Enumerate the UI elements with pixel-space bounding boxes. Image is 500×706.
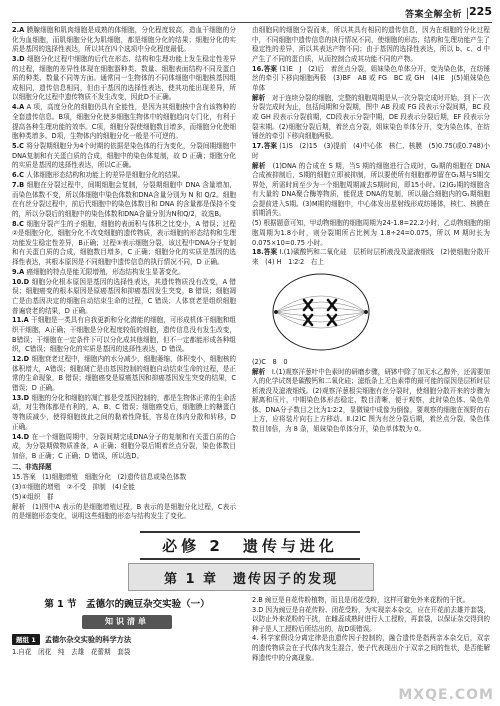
- right-answer-number: 17.答案: [252, 142, 280, 151]
- right-answer-text: (5) 根据题意可知，甲动物细胞的细胞周期为24-1.8=22.2小时，乙动物细胞的细胞周期为1.8小时，则分裂期所占比例为 1.8÷24=0.075，所以 M 期时长为 0.075×10=0.75 小时。: [252, 219, 490, 247]
- bottom-answer-text: 科学家假设分离定律是由遗传因子控制的，融合遗传是指两亲本杂交后，双亲的遗传物质会在子代体内发生混合，使子代表现出介于双亲之间的性状，是否能解释遗传中的分离现象。: [252, 634, 490, 662]
- left-answer-text: 在一个细胞周期中，分裂间期完成DNA分子的复制和有关蛋白质的合成，为分裂期做物质准备，A 正确；细胞分裂后期着丝点分裂，染色体数目加倍，B 正确；C 正确；D 错误，所以选D。: [12, 432, 236, 460]
- right-answer-tail-text: Ⅰ.(1)观察洋葱叶中色素时的研磨步骤，研钵中除了加无水乙醇外，还需要加入的化学试剂是碳酸钙和二氧化硅；滤纸条上无色素带的最可能的原因是层析时层析液没及滤液细线。(2)观察洋葱根尖细胞有丝分裂时，使细胞分散开来的步骤为解离和压片，中期染色体形态稳定、数目清晰，便于观察，此时染色体、染色单体、DNA分子数目之比为1∶2∶2，显微镜中成像为倒像，要观察的细胞在视野的右上方，应将装片向右上方移动。Ⅱ.(2)C 图为有丝分裂后期，着丝点分裂，染色体数目加倍，为 8 条，姐妹染色单体分开，染色单体数为 0。: [252, 367, 490, 434]
- bottom-answer-text: 豌豆是自花传粉植物，而且是闭花受粉，这样可避免外来花粉的干扰。: [264, 596, 470, 604]
- knowledge-list-label: 知识清单: [82, 615, 172, 629]
- bottom-answer-item: [252, 606, 490, 635]
- cell-figure: [252, 270, 490, 356]
- left-answer-number: 10.D: [12, 277, 32, 286]
- bottom-right-answers: [252, 596, 490, 663]
- left-answer-item: [12, 278, 236, 316]
- left-answer-text: 将分裂期细胞分为4个时期的依据是染色体的行为变化，分裂间期细胞中DNA复制和有关蛋白质的合成，细胞中的染色体复制，故 D 正确；细胞分化的实质是基因的选择性表达，所以C正确。: [12, 142, 236, 170]
- answer-15: 15.答案 (1)细胞增殖 细胞分化 (2)遗传信息或染色体数: [12, 473, 187, 482]
- left-answer-item: [12, 433, 236, 462]
- right-answer-tail-label: 解析: [252, 367, 272, 376]
- left-answer-text: 细胞分化根本原因是基因的选择性表达，其遗传物质没有改变，A 错误；细胞癌变的根本原因是原癌基因和抑癌基因发生突变，B 错误；细胞凋亡是由基因决定的细胞自动结束生命的过程，C 错误；人体衰老是组织细胞普遍衰老的结果，D 正确。: [12, 277, 236, 315]
- left-answer-text: A 项，高度分化的细胞仍具有全能性，是因为其细胞核中含有该物种的全套遗传信息。B项，细胞分化使多细胞生物体中的细胞趋向专门化，有利于提高各种生理功能的效率。C项，细胞分裂使细胞数目增多，而细胞分化使细胞种类增多。D项，生物体内的细胞分化一般是不可逆的。: [12, 103, 236, 141]
- left-answer-number: 6.C: [12, 171, 27, 180]
- answer-15-explain: 解析 (1)图中A 表示的是细胞增殖过程，B 表示的是细胞分化过程，C表示的是细胞形态变化，说明这些细胞的形态与结构发生了变化。: [12, 502, 236, 521]
- left-answer-number: 4.A: [12, 103, 27, 112]
- left-answer-item: [12, 103, 236, 141]
- left-answer-item: [12, 355, 236, 393]
- chapter-banner: 第 1 章 遗传因子的发现: [128, 563, 374, 591]
- header-brand: 答案全解全析: [404, 10, 462, 20]
- left-answer-item: [12, 171, 236, 181]
- bottom-answer-item: [252, 634, 490, 663]
- left-answer-number: 3.D: [12, 55, 28, 64]
- right-answer-text: (1)S (2)15 (3)提前 (4)中心体 核仁、核膜 (5)0.75(或0.748)小时: [252, 142, 490, 160]
- right-answer-label: 解析: [252, 93, 272, 102]
- right-answer-item: [252, 219, 490, 248]
- left-answer-number: 9.A: [12, 267, 27, 276]
- right-answer-number: 16.答案: [252, 64, 280, 73]
- left-answer-item: [12, 268, 236, 278]
- answer-list-bottom-right: [252, 596, 490, 663]
- right-answer-item: [252, 248, 490, 267]
- right-answer-number: 18.答案: [252, 248, 280, 257]
- left-answer-text: 人体细胞形态结构和功能上的差异是细胞分化的结果。: [26, 171, 185, 180]
- left-answer-text: 细胞在分裂过程中，间期细胞会复制，分裂期细胞中 DNA 含量增加，而染色体数不变，所以体细胞中染色体数和DNA含量分别为 N 和 Q/2。细胞在有丝分裂过程中，前后代细胞中的染色体数目和 DNA 的含量都是保持不变的，所以分裂后的细胞中的染色体数和DNA含量分别为N和Q/2，故选B。: [12, 180, 236, 218]
- left-answer-item: [12, 55, 236, 103]
- right-answer-item: [252, 65, 490, 94]
- right-answer-text: 由细胞同的细胞分裂而来，所以其具有相同的遗传信息，因为在细胞的分化过程中，不同细胞中遗传信息的执行情况不同，使细胞的形态、结构和生理功能产生了稳定性的差异，所以其表达产物不同；由于基因的选择性表达，所以 b、c、d 中产生了不同的蛋白质，从而控制合成其功能不同的产物。: [252, 26, 490, 63]
- left-answer-item: [12, 26, 236, 55]
- right-answer-item: [252, 162, 490, 220]
- right-column: [252, 26, 490, 526]
- answer-15-c: (5)④组织 群: [12, 492, 54, 501]
- right-answer-item: [252, 94, 490, 142]
- bottom-answer-number: 2.B: [252, 596, 265, 604]
- right-answer-tail-text: (2)C 8 0: [252, 357, 288, 366]
- left-answer-item: [12, 142, 236, 171]
- book-banner: [0, 530, 500, 560]
- book-title: 必修 2 遗传与进化: [140, 531, 360, 560]
- right-answer-text: Ⅰ.(1)碳酸钙和二氧化硅 层析时层析液没及滤液细线 (2)使细胞分散开来 (4) H 1∶2∶2 右上: [252, 248, 490, 267]
- section-block: [12, 596, 242, 658]
- page-number: 225: [469, 5, 492, 18]
- left-answer-item: [12, 181, 236, 219]
- right-answer-text: 对于连续分裂的细胞，完整的细胞周期是从一次分裂完成时开始，到下一次分裂完成时为止，包括间期和分裂期，图中 AB 段或 FG 段表示分裂间期，BC 段或 GH 段表示分裂前期，CD段表示分裂中期，DE 段表示分裂后期，EF 段表示分裂末期。(2)细胞分裂后期，着丝点分裂，姐妹染色单体分开，变为染色体，在纺锤丝的牵引下移向细胞两极。: [252, 93, 490, 141]
- left-column: [12, 26, 236, 526]
- left-answer-number: 13.D: [12, 393, 32, 402]
- left-answer-number: 8.C: [12, 219, 27, 228]
- left-answer-item: [12, 394, 236, 432]
- right-answer-item: [252, 142, 490, 161]
- left-answer-text: 细胞的分化和细胞的凋亡都是受基因控制的，都是生物体正常的生命活动，对生物体都是有利的，A、B、C 错误；细胞癌变后，细胞膜上的糖蛋白等物质减少，使得细胞彼此之间的黏着性降低，容易在体内分散和转移，D 正确。: [12, 393, 236, 431]
- left-answer-text: 干细胞是一类具有自我更新和分化潜能的细胞，可形成机体干细胞和组织干细胞，A正确；干细胞是分化程度较低的细胞，遗传信息没有发生改变，B错误；干细胞在一定条件下可以分化成其他细胞，但不一定都能形成各种组织，C错误；细胞分化的实质是基因的选择性表达，D 错误。: [12, 316, 236, 354]
- left-answer-text: 细胞衰老过程中，细胞内的水分减少，细胞萎缩，体积变小，细胞核的体积增大，A错误；细胞凋亡是由基因控制的细胞自动结束生命的过程，是正常的生命现象，B 错误；细胞癌变是原癌基因和抑癌基因发生突变的结果，C 错误；D 正确。: [12, 355, 236, 392]
- topic-title: 孟德尔杂交实验的科学方法: [44, 634, 132, 644]
- left-answer-text: 细胞分化过程中细胞的后代在形态、结构和生理功能上发生稳定性差异的过程，细胞的差异性体现在细胞器种类、数量、细胞表面结构不同及蛋白质的种类、数量不同等方面。通常同一生物体的不同体细胞中细胞核基因组成相同，遗传信息相同，但由于基因的选择性表达，使其功能出现差异，所以细胞分化过程中遗传物质不发生改变，因此D不正确。: [12, 55, 236, 102]
- right-answer-label: 解析: [252, 161, 273, 170]
- blank-answers: 1.自花 闭花 纯 去雄 花蕾期 套袋: [12, 648, 131, 656]
- right-answer-item: [252, 26, 490, 64]
- left-answer-number: 11.A: [12, 316, 32, 325]
- left-answer-number: 7.B: [12, 180, 27, 189]
- bottom-answer-number: 3.D: [252, 605, 266, 614]
- left-answer-text: 癌细胞的特点是能无限增殖，形态结构发生显著变化。: [26, 267, 185, 276]
- answer-list-right-tail: [252, 358, 490, 435]
- right-answer-text: (1)DNA 的合成在 S 期，当S 期的细胞进行合成时，G₂期的细胞在 DNA 合成被抑制后，S期的细胞立即被抑制，所以要使所有细胞都停留在G₁期与S期交界处，所需时间至少为一个细胞周期减去S期时间，即15小时。(2)G₂期的细胞含有大量的 DNA聚合酶等物质，能促进 DNA的复制，所以融合细胞内的G₁期细胞会提前进入S期。(3)M期的细胞中，中心体发出星射线形成纺锤体，核仁、核膜在前期消失。: [252, 161, 490, 218]
- right-answer-tail-item: [252, 368, 490, 435]
- answer-list-left: [12, 26, 236, 461]
- watermark-logo: MXQE.COM: [398, 687, 494, 703]
- topic-row: [12, 634, 242, 645]
- left-answer-item: [12, 316, 236, 354]
- bottom-answer-item: [252, 596, 490, 606]
- left-answer-number: 2.A: [12, 26, 27, 34]
- right-answer-tail-item: [252, 358, 490, 368]
- bottom-answer-number: 4.: [252, 634, 261, 643]
- section-title: 第 1 节 孟德尔的豌豆杂交实验（一）: [44, 599, 210, 610]
- bottom-answer-text: 因为豌豆是自花传粉、闭花受粉，为实现亲本杂交，应在开花前去雄并套袋，以防止外来花粉的干扰，在雌蕊成熟时进行人工授粉，再套袋，以保证杂交得到的种子是人工授粉后所结出的，故D项错误。: [252, 605, 491, 633]
- header-separator: [467, 8, 468, 19]
- answer-15-b: (3)①细胞的增殖 ②不受 抑制 (4)全能: [12, 483, 135, 492]
- topic-tag: 题组 1: [12, 634, 40, 645]
- fill-section-title: 二、非选择题: [12, 463, 52, 472]
- mitosis-cell-diagram: [266, 270, 376, 354]
- left-answer-number: 14.D: [12, 432, 32, 441]
- left-answer-text: 膜腺细胞和肌肉细胞是成熟的体细胞，分化程度较高，造血干细胞的分化为血细胞，而肌细胞分化为肌细胞，都是细胞分化的结果；细胞分化的实质是基因的选择性表达，所以其在四个选项中分化程度最低。: [12, 26, 236, 54]
- left-answer-number: 5.C: [12, 142, 27, 151]
- right-answer-text: (1)E J (2)后 着丝点分裂，姐妹染色单体分开，变为染色体，在纺锤丝的牵引下移向细胞两极 (3)BF AB 或 FG BC 或 GH (4)E J(5)姐妹染色单体: [252, 64, 490, 92]
- header-rule: [12, 22, 492, 23]
- left-answer-item: [12, 220, 236, 268]
- answer-list-right: [252, 26, 490, 268]
- left-answer-number: 12.D: [12, 355, 32, 364]
- left-answer-text: 细胞分裂产生的子细胞，细胞的表面积与体积之比变小，A 错误；过程②是细胞分化，细胞分化不改变细胞的遗传物质，表示细胞的形态结构和生理功能发生稳定性差异，B正确；过程③表示细胞分裂，该过程中DNA分子复制和有关蛋白质的合成，细胞数目增多，C 正确；细胞分化的实质是基因的选择性表达，其根本原因是不同细胞中遗传信息的执行情况不同，D 正确。: [12, 219, 236, 267]
